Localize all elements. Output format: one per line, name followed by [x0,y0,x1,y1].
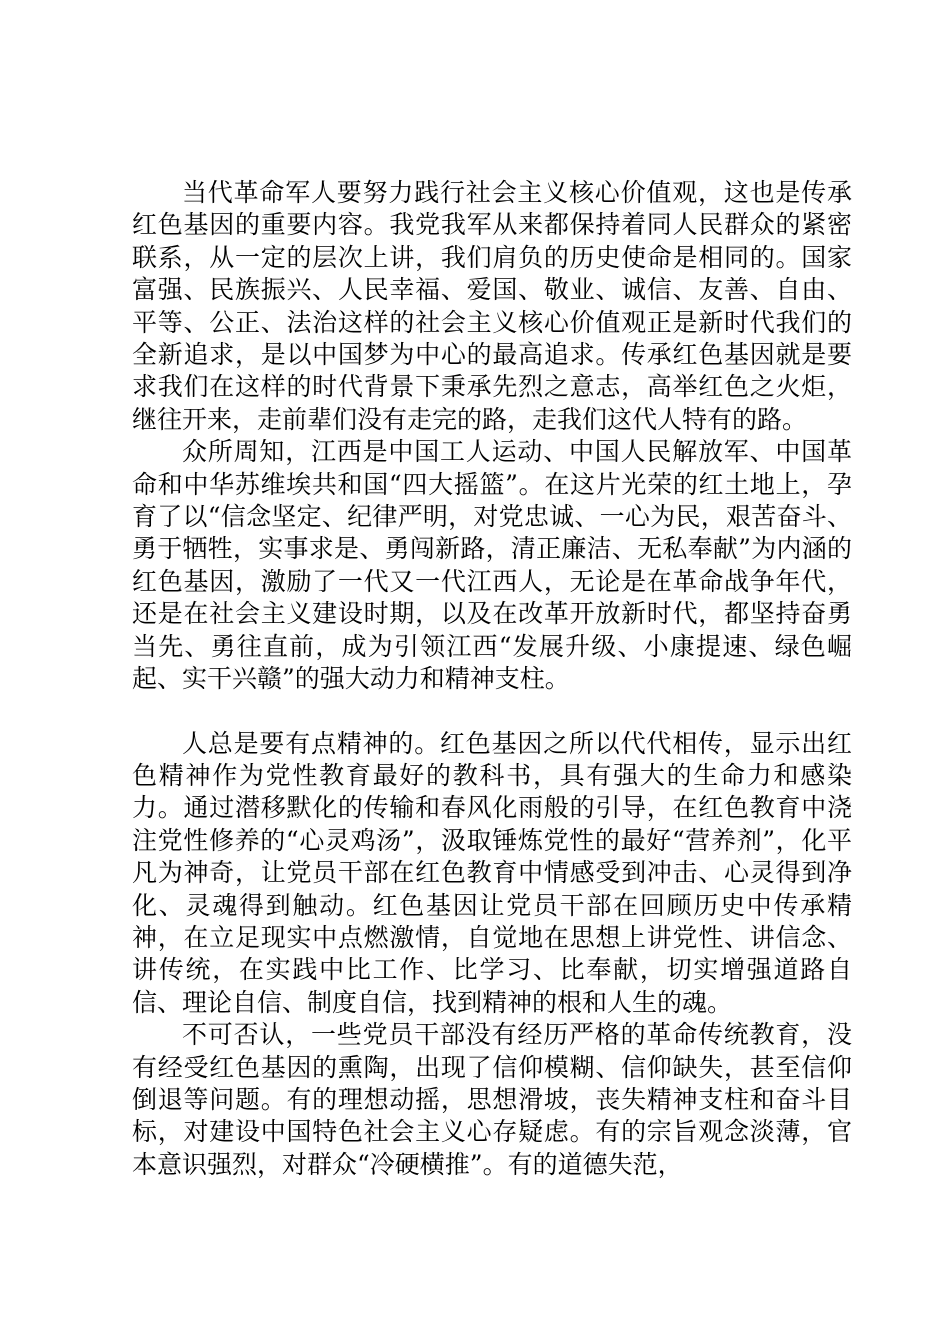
paragraph-jiangxi-red-gene: 众所周知，江西是中国工人运动、中国人民解放军、中国革命和中华苏维埃共和国“四大摇篮”。在这片光荣的红土地上，孕育了以“信念坚定、纪律严明，对党忠诚、一心为民，艰苦奋斗、勇于牺牲，实事求是、勇闯新路，清正廉洁、无私奉献”为内涵的红色基因，激励了一代又一代江西人，无论是在革命战争年代，还是在社会主义建设时期，以及在改革开放新时代，都坚持奋勇当先、勇往直前，成为引领江西“发展升级、小康提速、绿色崛起、实干兴赣”的强大动力和精神支柱。 [132,437,852,694]
paragraph-problems: 不可否认，一些党员干部没有经历严格的革命传统教育，没有经受红色基因的熏陶，出现了信仰模糊、信仰缺失，甚至信仰倒退等问题。有的理想动摇，思想滑坡，丧失精神支柱和奋斗目标，对建设中国特色社会主义心存疑虑。有的宗旨观念淡薄，官本意识强烈，对群众“冷硬横推”。有的道德失范， [132,1020,852,1179]
paragraph-spacer [132,696,852,728]
paragraph-core-values: 当代革命军人要努力践行社会主义核心价值观，这也是传承红色基因的重要内容。我党我军从来都保持着同人民群众的紧密联系，从一定的层次上讲，我们肩负的历史使命是相同的。国家富强、民族振兴、人民幸福、爱国、敬业、诚信、友善、自由、平等、公正、法治这样的社会主义核心价值观正是新时代我们的全新追求，是以中国梦为中心的最高追求。传承红色基因就是要求我们在这样的时代背景下秉承先烈之意志，高举红色之火炬，继往开来，走前辈们没有走完的路，走我们这代人特有的路。 [132,178,852,434]
document-body [132,177,852,1181]
paragraph-spirit: 人总是要有点精神的。红色基因之所以代代相传，显示出红色精神作为党性教育最好的教科书，具有强大的生命力和感染力。通过潜移默化的传输和春风化雨般的引导，在红色教育中浇注党性修养的“心灵鸡汤”，汲取锤炼党性的最好“营养剂”，化平凡为神奇，让党员干部在红色教育中情感受到冲击、心灵得到净化、灵魂得到触动。红色基因让党员干部在回顾历史中传承精神，在立足现实中点燃激情，自觉地在思想上讲党性、讲信念、讲传统，在实践中比工作、比学习、比奉献，切实增强道路自信、理论自信、制度自信，找到精神的根和人生的魂。 [132,728,852,1017]
